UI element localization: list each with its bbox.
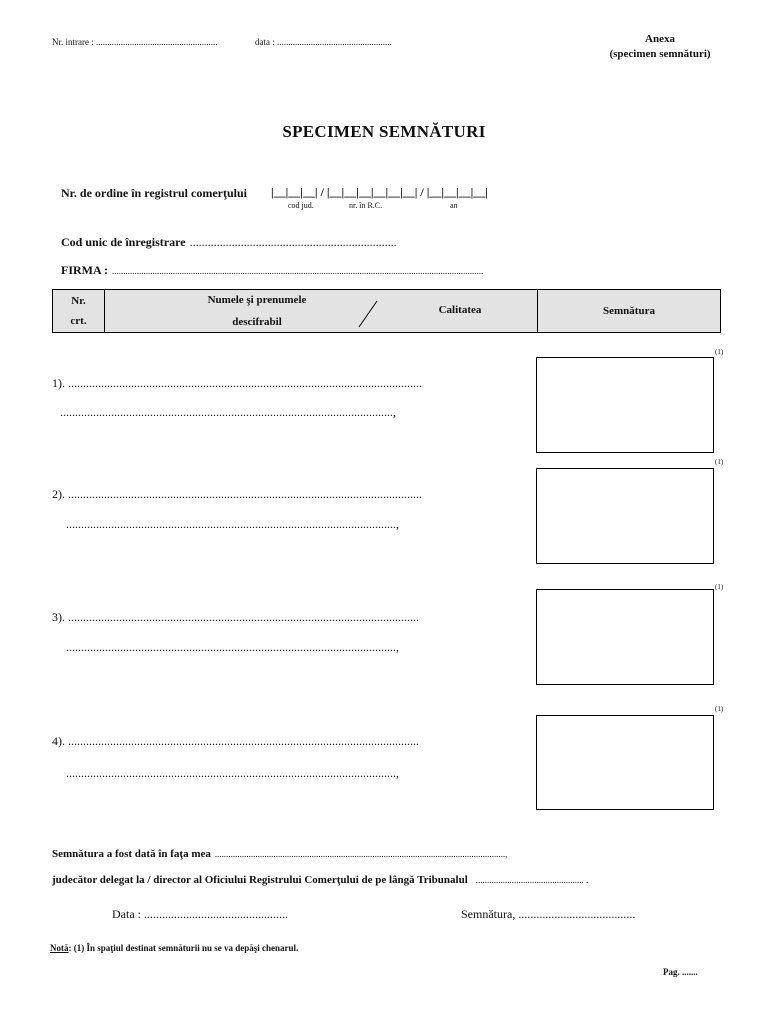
entry-quality-line: .............................................................................................................., xyxy=(66,640,399,654)
entry-name-line: 1). ...................................................................................................................... xyxy=(52,376,422,390)
firma-dots: ..................................................................................................................................................................... xyxy=(112,266,484,276)
signature-box[interactable] xyxy=(536,589,714,685)
judge-dots: ................................................ . xyxy=(475,875,589,885)
cui-dots: ..................................................................... xyxy=(189,235,397,249)
entry-note: (1) xyxy=(715,348,724,356)
entry-name-line: 3). ..................................................................................................................... xyxy=(52,610,419,624)
page-title: SPECIMEN SEMNĂTURI xyxy=(282,122,486,141)
registry-label: Nr. de ordine în registrul comerţului xyxy=(61,186,247,200)
date-field: data : ................................................... xyxy=(255,37,392,47)
nr-header-line1: Nr. xyxy=(71,295,86,307)
signature-table-header xyxy=(52,289,721,333)
quality-header: Calitatea xyxy=(438,304,482,316)
note-label: Notă xyxy=(50,943,69,953)
name-header-line1: Numele şi prenumele xyxy=(207,294,307,306)
registry-sub-nr: nr. în R.C. xyxy=(349,201,383,210)
nr-header-line2: crt. xyxy=(70,315,87,327)
annex-subtitle: (specimen semnături) xyxy=(609,48,711,60)
name-quality-header xyxy=(105,290,538,333)
judge-row xyxy=(52,870,588,888)
entry-note: (1) xyxy=(715,583,724,591)
note-text: : (1) În spaţiul destinat semnăturii nu se va depăşi chenarul. xyxy=(68,943,299,953)
witness-label: Semnătura a fost dată în faţa mea xyxy=(52,848,211,860)
judge-label: judecător delegat la / director al Oficiului Registrului Comerţului de pe lângă Tribunalul xyxy=(52,874,468,886)
signature-box[interactable] xyxy=(536,468,714,564)
firma-label: FIRMA : xyxy=(61,263,108,277)
entry-quality-line: .............................................................................................................., xyxy=(66,766,399,780)
registry-sub-cod: cod jud. xyxy=(288,201,314,210)
cui-row xyxy=(61,233,397,251)
entry-name-line: 4). ..................................................................................................................... xyxy=(52,734,419,748)
registry-sub-an: an xyxy=(450,201,458,210)
cui-label: Cod unic de înregistrare xyxy=(61,235,186,249)
nr-intrare-field: Nr. intrare : ...................................................... xyxy=(52,37,218,47)
entry-quality-line: .............................................................................................................., xyxy=(66,517,399,531)
name-header-line2: descifrabil xyxy=(232,316,282,328)
date-line: Data : ................................................ xyxy=(112,907,288,921)
signature-box[interactable] xyxy=(536,715,714,810)
signature-box[interactable] xyxy=(536,357,714,453)
separator-slash-icon xyxy=(357,299,379,329)
entry-name-line: 2). ...................................................................................................................... xyxy=(52,487,422,501)
registry-code-field: |__|__|__| / |__|__|__|__|__|__| / |__|__|__|__| xyxy=(271,185,488,199)
witness-dots: ................................................................................................................................., xyxy=(214,849,508,859)
witness-row xyxy=(52,844,507,862)
signature-line: Semnătura, ....................................... xyxy=(461,907,636,921)
entry-note: (1) xyxy=(715,705,724,713)
signature-header: Semnătura xyxy=(538,290,721,333)
entry-note: (1) xyxy=(715,458,724,466)
entry-quality-line: ..............................................................................................................., xyxy=(60,405,396,419)
firma-row xyxy=(61,261,483,279)
nr-crt-header xyxy=(53,290,105,333)
page-number: Pag. ....... xyxy=(663,967,698,977)
annex-title: Anexa xyxy=(645,33,675,45)
note-row xyxy=(50,943,298,953)
